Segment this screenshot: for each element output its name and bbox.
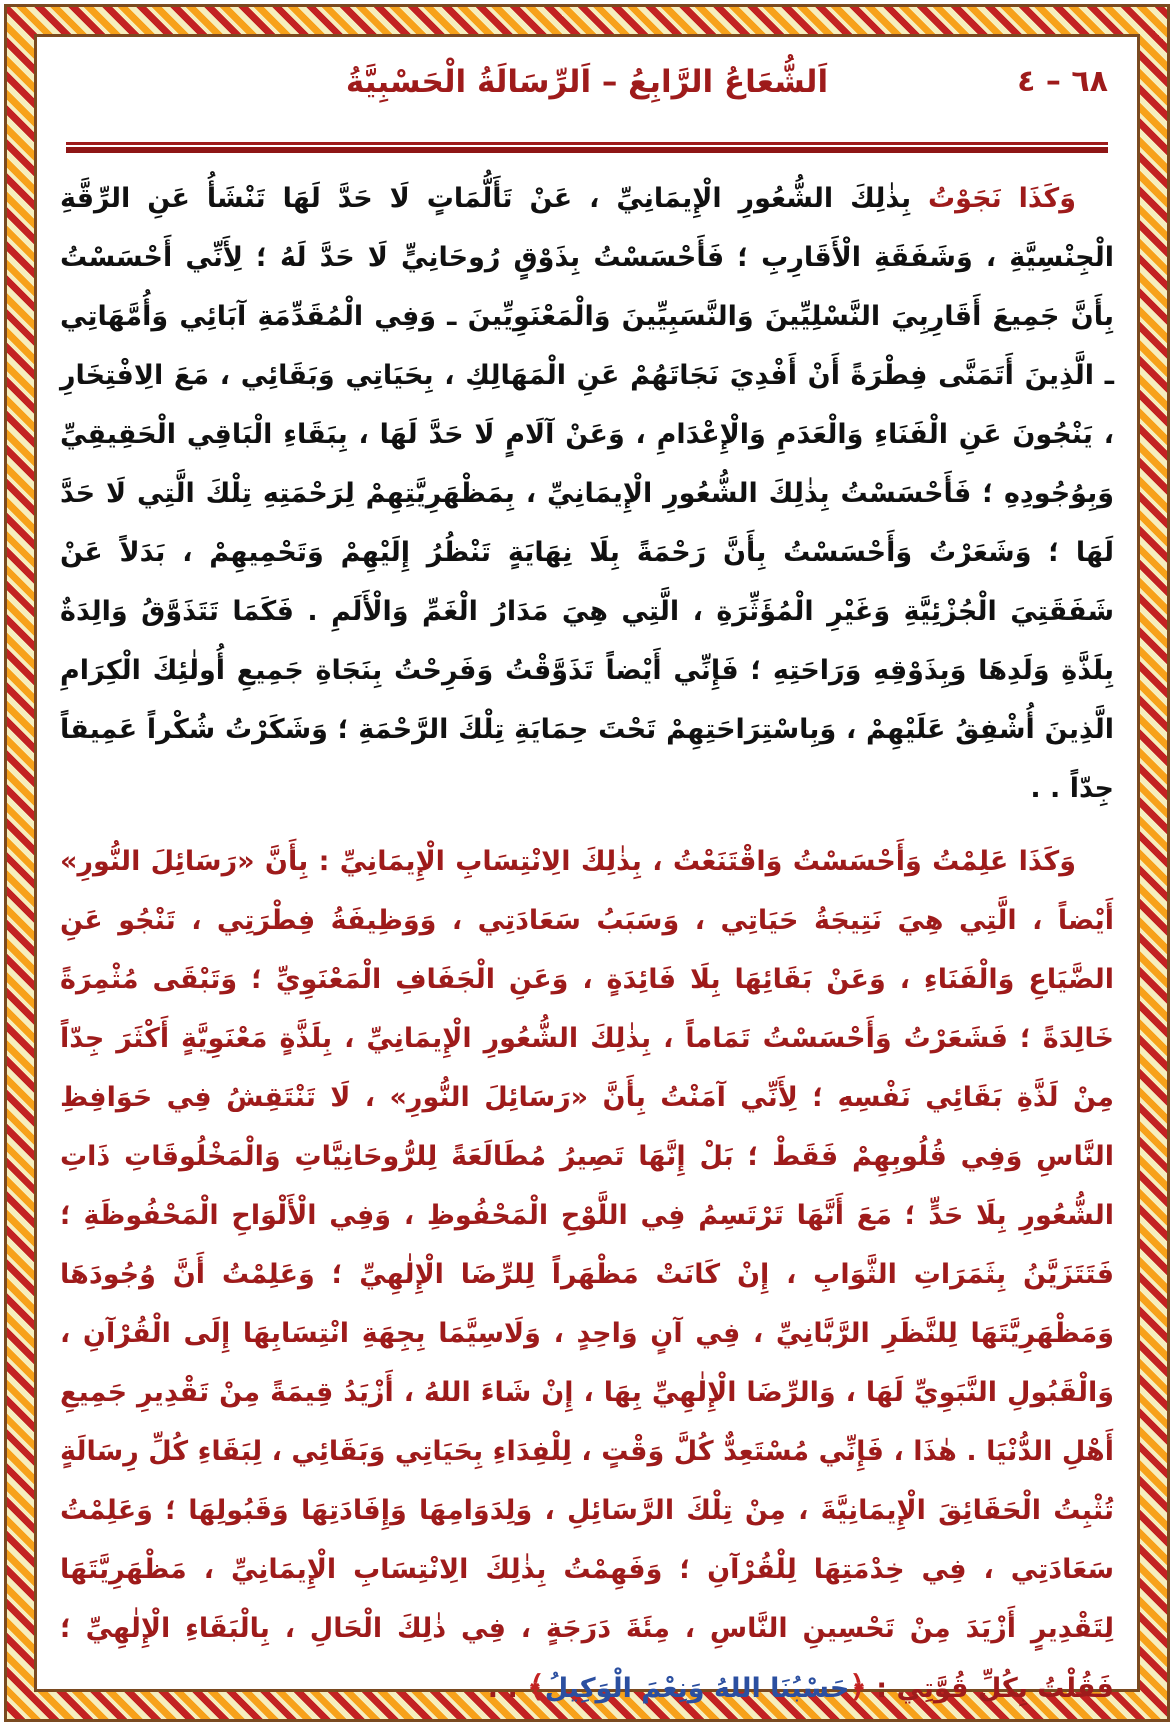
page-number: ٦٨ – ٤ — [1017, 64, 1108, 99]
body-text — [60, 169, 1114, 1718]
header-rule-thin — [66, 142, 1108, 145]
paragraph-iman-feeling — [60, 169, 1114, 818]
paragraph-body-text: بِذٰلِكَ الشُّعُورِ الْإِيمَانِيِّ ، عَنْ تَأَلُّمَاتٍ لَا حَدَّ لَهَا تَنْشَأُ عَنِ الرِّقَّةِ الْجِنْسِيَّةِ ، وَشَفَقَةِ الْأَقَارِبِ ؛ فَأَحْسَسْتُ بِذَوْقٍ رُوحَانِيٍّ لَا حَدَّ لَهُ ؛ لِأَنِّي أَحْسَسْتُ بِأَنَّ جَمِيعَ أَقَارِبِيَ النَّسْلِيِّينَ وَالنَّسَبِيِّينَ وَالْمَعْنَوِيِّينَ ـ وَفِي الْمُقَدِّمَةِ آبَائِي وَأُمَّهَاتِي ـ الَّذِينَ أَتَمَنَّى فِطْرَةً أَنْ أَفْدِيَ نَجَاتَهُمْ عَنِ الْمَهَالِكِ ، بِحَيَاتِي وَبَقَائِي ، مَعَ الِافْتِخَارِ ، يَنْجُونَ عَنِ الْفَنَاءِ وَالْعَدَمِ وَالْإِعْدَامِ ، وَعَنْ آلَامٍ لَا حَدَّ لَهَا ، بِبَقَاءِ الْبَاقِي الْحَقِيقِيِّ وَبِوُجُودِهِ ؛ فَأَحْسَسْتُ بِذٰلِكَ الشُّعُورِ الْإِيمَانِيِّ ، بِمَظْهَرِيَّتِهِمْ لِرَحْمَتِهِ تِلْكَ الَّتِي لَا حَدَّ لَهَا ؛ وَشَعَرْتُ وَأَحْسَسْتُ بِأَنَّ رَحْمَةً بِلَا نِهَايَةٍ تَنْظُرُ إِلَيْهِمْ وَتَحْمِيهِمْ ، بَدَلاً عَنْ شَفَقَتِيَ الْجُزْئِيَّةِ وَغَيْرِ الْمُؤَثِّرَةِ ، الَّتِي هِيَ مَدَارُ الْغَمِّ وَالْأَلَمِ . فَكَمَا تَتَذَوَّقُ وَالِدَةٌ بِلَذَّةِ وَلَدِهَا وَبِذَوْقِهِ وَرَاحَتِهِ ؛ فَإِنِّي أَيْضاً تَذَوَّقْتُ وَفَرِحْتُ بِنَجَاةِ جَمِيعِ أُولٰئِكَ الْكِرَامِ الَّذِينَ أُشْفِقُ عَلَيْهِمْ ، وَبِاسْتِرَاحَتِهِمْ تَحْتَ حِمَايَةِ تِلْكَ الرَّحْمَةِ ؛ وَشَكَرْتُ شُكْراً عَمِيقاً جِدّاً . . — [60, 183, 1114, 804]
quote-open-ornament: ﴿ — [849, 1670, 867, 1705]
chapter-title: اَلشُّعَاعُ الرَّابِعُ – اَلرِّسَالَةُ الْحَسْبِيَّةُ — [345, 64, 829, 100]
page-content — [60, 42, 1114, 1705]
after-quote-dots: . . — [487, 1673, 528, 1704]
page-header — [60, 64, 1114, 142]
paragraph-opening-words: وَكَذَا نَجَوْتُ — [928, 183, 1076, 214]
paragraph-red-text: وَكَذَا عَلِمْتُ وَأَحْسَسْتُ وَاقْتَنَعْتُ ، بِذٰلِكَ الِانْتِسَابِ الْإِيمَانِيِّ : بِأَنَّ «رَسَائِلَ النُّورِ» أَيْضاً ، الَّتِي هِيَ نَتِيجَةُ حَيَاتِي ، وَسَبَبُ سَعَادَتِي ، وَوَظِيفَةُ فِطْرَتِي ، تَنْجُو عَنِ الضَّيَاعِ وَالْفَنَاءِ ، وَعَنْ بَقَائِهَا بِلَا فَائِدَةٍ ، وَعَنِ الْجَفَافِ الْمَعْنَوِيِّ ؛ وَتَبْقَى مُثْمِرَةً خَالِدَةً ؛ فَشَعَرْتُ وَأَحْسَسْتُ تَمَاماً ، بِذٰلِكَ الشُّعُورِ الْإِيمَانِيِّ ، بِلَذَّةٍ مَعْنَوِيَّةٍ أَكْثَرَ جِدّاً مِنْ لَذَّةِ بَقَائِي نَفْسِهِ ؛ لِأَنِّي آمَنْتُ بِأَنَّ «رَسَائِلَ النُّورِ» ، لَا تَنْتَقِشُ فِي حَوَافِظِ النَّاسِ وَفِي قُلُوبِهِمْ فَقَطْ ؛ بَلْ إِنَّهَا تَصِيرُ مُطَالَعَةً لِلرُّوحَانِيَّاتِ وَالْمَخْلُوقَاتِ ذَاتِ الشُّعُورِ بِلَا حَدٍّ ؛ مَعَ أَنَّهَا تَرْتَسِمُ فِي اللَّوْحِ الْمَحْفُوظِ ، وَفِي الْأَلْوَاحِ الْمَحْفُوظَةِ ؛ فَتَتَزَيَّنُ بِثَمَرَاتِ الثَّوَابِ ، إِنْ كَانَتْ مَظْهَراً لِلرِّضَا الْإِلٰهِيِّ ؛ وَعَلِمْتُ أَنَّ وُجُودَهَا وَمَظْهَرِيَّتَهَا لِلنَّظَرِ الرَّبَّانِيِّ ، فِي آنٍ وَاحِدٍ ، وَلَاسِيَّمَا بِجِهَةِ انْتِسَابِهَا إِلَى الْقُرْآنِ ، وَالْقَبُولِ النَّبَوِيِّ لَهَا ، وَالرِّضَا الْإِلٰهِيِّ بِهَا ، إِنْ شَاءَ اللهُ ، أَزْيَدُ قِيمَةً مِنْ تَقْدِيرِ جَمِيعِ أَهْلِ الدُّنْيَا . هٰذَا ، فَإِنِّي مُسْتَعِدٌّ كُلَّ وَقْتٍ ، لِلْفِدَاءِ بِحَيَاتِي وَبَقَائِي ، لِبَقَاءِ كُلِّ رِسَالَةٍ تُثْبِتُ الْحَقَائِقَ الْإِيمَانِيَّةَ ، مِنْ تِلْكَ الرَّسَائِلِ ، وَلِدَوَامِهَا وَإِفَادَتِهَا وَقَبُولِهَا ؛ وَعَلِمْتُ سَعَادَتِي ، فِي خِدْمَتِهَا لِلْقُرْآنِ ؛ وَفَهِمْتُ بِذٰلِكَ الِانْتِسَابِ الْإِيمَانِيِّ ، مَظْهَرِيَّتَهَا لِتَقْدِيرٍ أَزْيَدَ مِنْ تَحْسِينِ النَّاسِ ، مِئَةَ دَرَجَةٍ ، فِي ذٰلِكَ الْحَالِ ، بِالْبَقَاءِ الْإِلٰهِيِّ ؛ فَقُلْتُ بِكُلِّ قُوَّتِي : — [60, 846, 1114, 1704]
header-rule-thick — [66, 147, 1108, 153]
paragraph-rasail-nur — [60, 832, 1114, 1718]
quran-quote: حَسْبُنَا اللهُ وَنِعْمَ الْوَكِيلُ — [544, 1673, 850, 1704]
quote-close-ornament: ﴾ — [527, 1670, 545, 1705]
